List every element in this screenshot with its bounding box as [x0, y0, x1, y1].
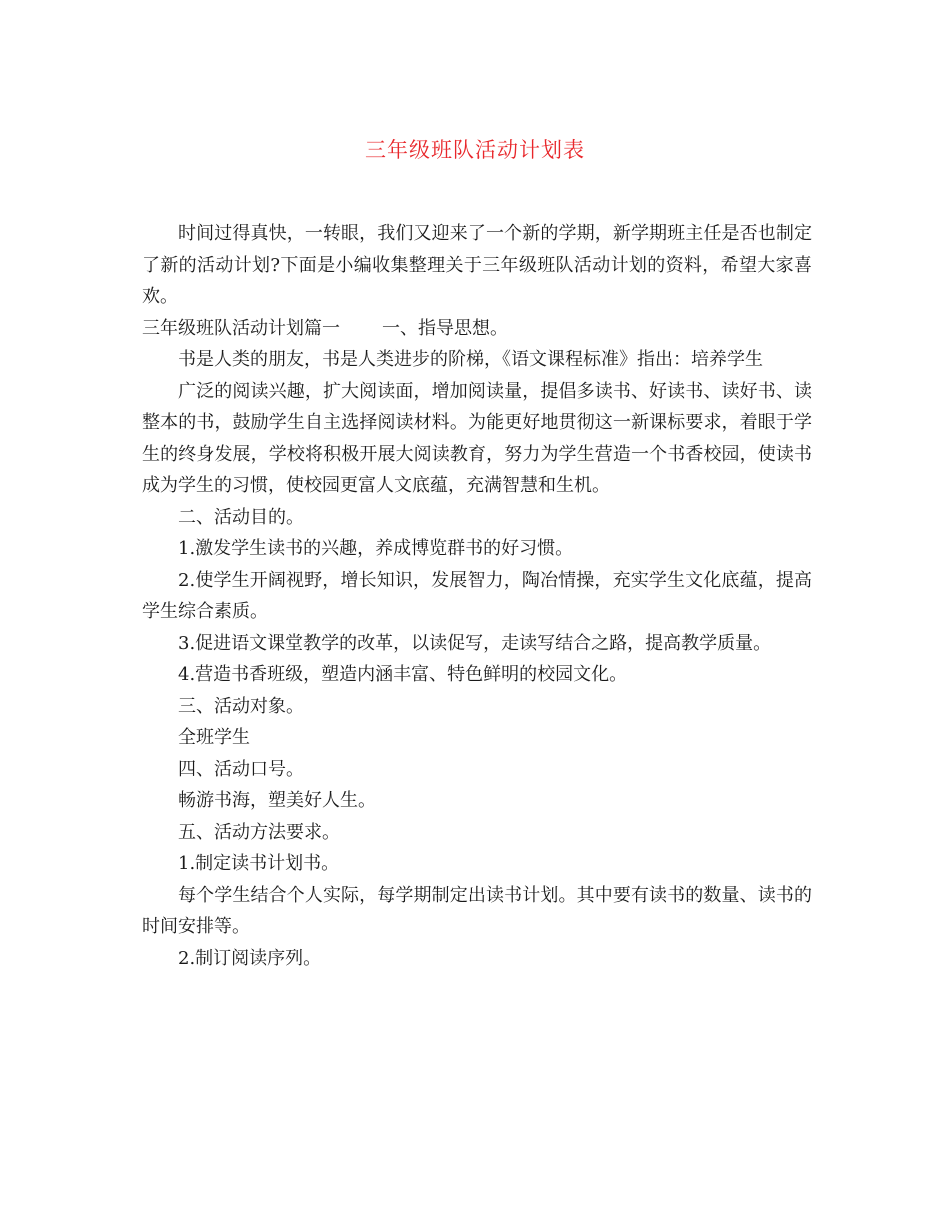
heading-methods: 五、活动方法要求。 [178, 821, 340, 843]
section-label-line [142, 313, 812, 345]
paragraph-ideology-line1: 书是人类的朋友，书是人类进步的阶梯，《语文课程标准》指出：培养学生 [178, 349, 763, 370]
method-item-2: 2.制订阅读序列。 [178, 947, 322, 969]
document-body [142, 218, 812, 974]
heading-target: 三、活动对象。 [178, 695, 304, 717]
slogan-text: 畅游书海，塑美好人生。 [178, 790, 376, 811]
heading-guiding-ideology: 一、指导思想。 [382, 317, 508, 339]
target-text: 全班学生 [178, 727, 250, 748]
goal-item-3: 3.促进语文课堂教学的改革，以读促写，走读写结合之路，提高教学质量。 [178, 632, 772, 654]
heading-slogan: 四、活动口号。 [178, 758, 304, 780]
section-label: 三年级班队活动计划篇一 [142, 317, 340, 339]
goal-item-1: 1.激发学生读书的兴趣，养成博览群书的好习惯。 [178, 538, 574, 559]
method-item-1: 1.制定读书计划书。 [178, 853, 340, 874]
method-item-1-text: 每个学生结合个人实际，每学期制定出读书计划。其中要有读书的数量、读书的时间安排等。 [142, 884, 812, 937]
document-title: 三年级班队活动计划表 [365, 138, 585, 162]
heading-purpose: 二、活动目的。 [178, 506, 304, 528]
intro-paragraph: 时间过得真快，一转眼，我们又迎来了一个新的学期，新学期班主任是否也制定了新的活动计划?下面是小编收集整理关于三年级班队活动计划的资料，希望大家喜欢。 [142, 223, 812, 307]
goal-item-2: 2.使学生开阔视野，增长知识，发展智力，陶冶情操，充实学生文化底蕴，提高学生综合素质。 [142, 569, 812, 622]
paragraph-ideology-rest: 广泛的阅读兴趣，扩大阅读面，增加阅读量，提倡多读书、好读书、读好书、读整本的书，鼓励学生自主选择阅读材料。为能更好地贯彻这一新课标要求，着眼于学生的终身发展，学校将积极开展大阅读教育，努力为学生营造一个书香校园，使读书成为学生的习惯，使校园更富人文底蕴，充满智慧和生机。 [142, 380, 812, 496]
goal-item-4: 4.营造书香班级，塑造内涵丰富、特色鲜明的校园文化。 [178, 664, 628, 685]
